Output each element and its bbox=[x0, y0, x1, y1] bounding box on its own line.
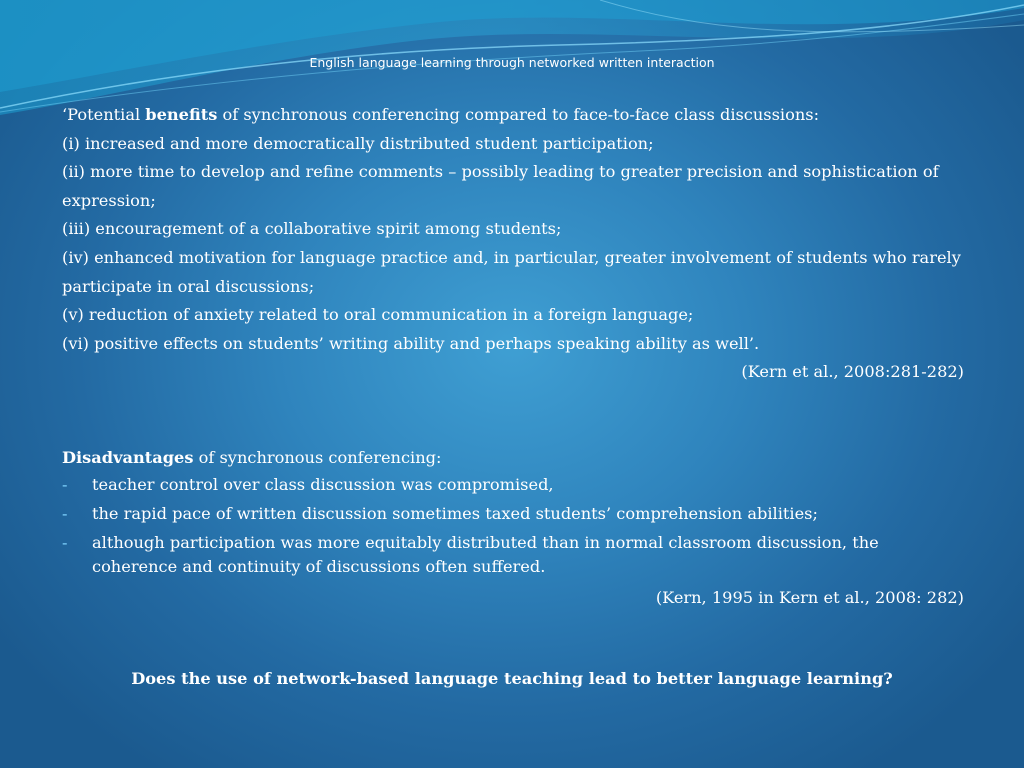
bullet-dash-icon: - bbox=[62, 532, 68, 552]
benefits-heading: benefits bbox=[145, 105, 218, 124]
disadvantages-intro-text: of synchronous conferencing: bbox=[193, 447, 442, 467]
benefit-item-4: (iv) enhanced motivation for language practice and, in particular, greater involvement of students who rarely participate in oral discussions; bbox=[62, 247, 961, 296]
disadvantages-intro bbox=[62, 444, 964, 473]
bullet-dash-icon: - bbox=[62, 503, 68, 523]
benefit-item-2: (ii) more time to develop and refine comments – possibly leading to greater precision and sophistication of expression; bbox=[62, 162, 939, 210]
slide-title: English language learning through networked written interaction bbox=[309, 55, 715, 70]
benefit-item-3: (iii) encouragement of a collaborative spirit among students; bbox=[62, 219, 562, 239]
disadvantage-item-1 bbox=[62, 473, 964, 497]
bullet-dash-icon: - bbox=[62, 474, 68, 494]
benefits-intro-text: of synchronous conferencing compared to face-to-face class discussions: bbox=[217, 105, 820, 124]
disadvantage-item-3 bbox=[62, 531, 964, 579]
disadvantage-text: teacher control over class discussion was compromised, bbox=[92, 474, 554, 494]
disadvantages-heading: Disadvantages bbox=[62, 447, 194, 467]
benefits-intro bbox=[62, 101, 964, 130]
disadvantage-item-2 bbox=[62, 502, 964, 526]
disadvantage-text: the rapid pace of written discussion sometimes taxed students’ comprehension abilities; bbox=[92, 503, 818, 523]
benefit-item-5: (v) reduction of anxiety related to oral communication in a foreign language; bbox=[62, 305, 694, 325]
slide-body bbox=[62, 101, 964, 612]
closing-question: Does the use of network-based language teaching lead to better language learning? bbox=[131, 669, 893, 688]
disadvantage-text: although participation was more equitably distributed than in normal classroom discussion, the coherence and continuity of discussions often suffered. bbox=[92, 532, 879, 576]
disadvantages-citation: (Kern, 1995 in Kern et al., 2008: 282) bbox=[655, 587, 964, 607]
benefits-intro-lead: ‘Potential bbox=[62, 105, 146, 124]
disadvantages-list bbox=[62, 473, 964, 579]
benefit-item-6: (vi) positive effects on students’ writing ability and perhaps speaking ability as well’. bbox=[62, 333, 760, 353]
section-spacer bbox=[62, 387, 964, 444]
benefits-citation: (Kern et al., 2008:281-282) bbox=[741, 362, 964, 382]
benefit-item-1: (i) increased and more democratically distributed student participation; bbox=[62, 133, 654, 153]
